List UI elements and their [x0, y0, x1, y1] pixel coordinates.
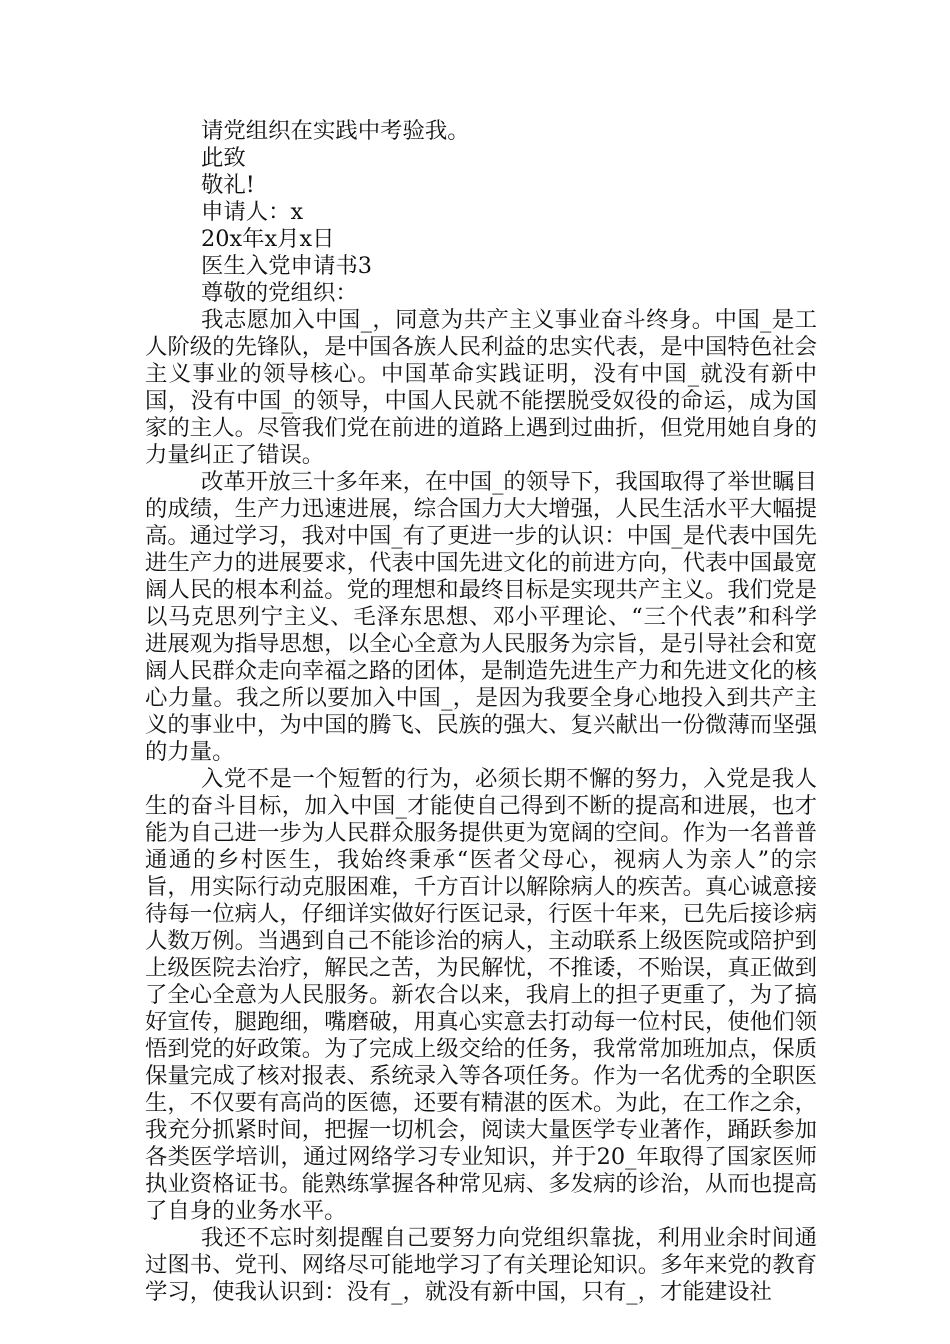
- closing-line-cizhi: 此致: [201, 145, 246, 171]
- document-title: 医生入党申请书3: [201, 253, 372, 279]
- document-page: [145, 118, 817, 1306]
- paragraph-3: 入党不是一个短暂的行为，必须长期不懈的努力，入党是我人生的奋斗目标，加入中国_才能使自己得到不断的提高和进展，也才能为自己进一步为人民群众服务提供更为宽阔的空间。作为一名普普通通的乡村医生，我始终秉承“医者父母心，视病人为亲人”的宗旨，用实际行动克服困难，千方百计以解除病人的疾苦。真心诚意接待每一位病人，仔细详实做好行医记录，行医十年来，已先后接诊病人数万例。当遇到自己不能诊治的病人，主动联系上级医院或陪护到上级医院去治疗，解民之苦，为民解忧，不推诿，不贻误，真正做到了全心全意为人民服务。新农合以来，我肩上的担子更重了，为了搞好宣传，腿跑细，嘴磨破，用真心实意去打动每一位村民，使他们领悟到党的好政策。为了完成上级交给的任务，我常常加班加点，保质保量完成了核对报表、系统录入等各项任务。作为一名优秀的全职医生，不仅要有高尚的医德，还要有精湛的医术。为此，在工作之余，我充分抓紧时间，把握一切机会，阅读大量医学专业著作，踊跃参加各类医学培训，通过网络学习专业知识，并于20_年取得了国家医师执业资格证书。能熟练掌握各种常见病、多发病的诊治，从而也提高了自身的业务水平。: [145, 766, 817, 1224]
- salutation: 尊敬的党组织：: [201, 280, 358, 306]
- applicant-line: 申请人：x: [201, 199, 304, 225]
- paragraph-2: 改革开放三十多年来，在中国_的领导下，我国取得了举世瞩目的成绩，生产力迅速进展，综合国力大大增强，人民生活水平大幅提高。通过学习，我对中国_有了更进一步的认识：中国_是代表中国先进生产力的进展要求，代表中国先进文化的前进方向，代表中国最宽阔人民的根本利益。党的理想和最终目标是实现共产主义。我们党是以马克思列宁主义、毛泽东思想、邓小平理论、“三个代表”和科学进展观为指导思想，以全心全意为人民服务为宗旨，是引导社会和宽阔人民群众走向幸福之路的团体，是制造先进生产力和先进文化的核心力量。我之所以要加入中国_，是因为我要全身心地投入到共产主义的事业中，为中国的腾飞、民族的强大、复兴献出一份微薄而坚强的力量。: [145, 469, 817, 765]
- paragraph-4: 我还不忘时刻提醒自己要努力向党组织靠拢，利用业余时间通过图书、党刊、网络尽可能地学习了有关理论知识。多年来党的教育学习，使我认识到：没有_，就没有新中国，只有_，才能建设社: [145, 1225, 817, 1305]
- closing-line-practice: 请党组织在实践中考验我。: [201, 118, 470, 144]
- date-line: 20x年x月x日: [201, 226, 335, 252]
- closing-line-jingli: 敬礼!: [201, 172, 255, 198]
- paragraph-1: 我志愿加入中国_，同意为共产主义事业奋斗终身。中国_是工人阶级的先锋队，是中国各族人民利益的忠实代表，是中国特色社会主义事业的领导核心。中国革命实践证明，没有中国_就没有新中国，没有中国_的领导，中国人民就不能摆脱受奴役的命运，成为国家的主人。尽管我们党在前进的道路上遇到过曲折，但党用她自身的力量纠正了错误。: [145, 307, 817, 468]
